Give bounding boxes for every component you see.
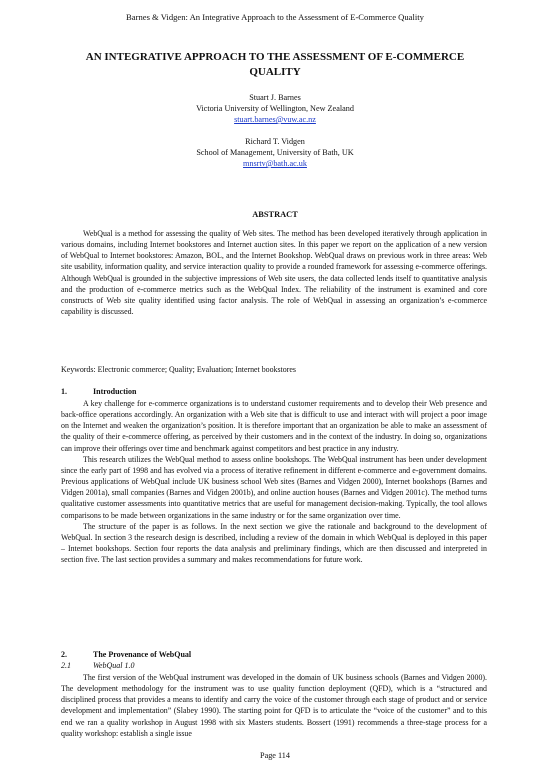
author-block [0, 136, 550, 169]
subsection-heading [61, 661, 134, 670]
subsection-title: WebQual 1.0 [93, 661, 135, 670]
paragraph: The first version of the WebQual instrument was developed in the domain of UK business schools (Barnes and Vidgen 2000). The development methodology for the instrument was to use quality function deployment (QFD), which is a “structured and disciplined process that provides a means to identify and carry the voice of the customer through each stage of product and or service development and implementation” (Slabey 1990). The starting point for QFD is to articulate the “voice of the customer” and to this end we ran a quality workshop in August 1998 with six Masters students. Bossert (1991) recommends a three-stage process for a quality workshop: establish a single issue [61, 673, 487, 738]
author-name: Stuart J. Barnes [249, 93, 301, 102]
author-affiliation: Victoria University of Wellington, New Zealand [196, 104, 354, 113]
section-heading [61, 387, 136, 396]
author-email-link[interactable]: stuart.barnes@vuw.ac.nz [234, 115, 316, 124]
abstract-text: WebQual is a method for assessing the quality of Web sites. The method has been developed iteratively through application in various domains, including Internet bookstores and Internet auction sites. In this paper we report on the application of a new version of WebQual to Internet bookstores: Amazon, BOL, and the Internet Bookshop. WebQual draws on previous work in three areas: Web site usability, information quality, and service interaction quality to provide a rounded framework for assessing e-commerce offerings. Although WebQual is grounded in the subjective impressions of Web site users, the data collected lends itself to quantitative analysis and the production of e-commerce metrics such as the WebQual Index. The reliability of the instrument is examined and core constructs of Web site quality identified using factor analysis. The role of WebQual in assessing an organization’s e-commerce capability is discussed. [61, 229, 487, 317]
paragraph: A key challenge for e-commerce organizations is to understand customer requirements and to develop their Web presence and back-office operations accordingly. An organization with a Web site that is difficult to use and interact with will project a poor image on the Internet and weaken the organization’s position. It is therefore important that an organization be able to make an assessment of the quality of their e-commerce offering, as perceived by their customers and in the context of the industry. In doing so, organizations can improve their offerings over time and benchmark against competitors and best practice in any industry. [61, 399, 487, 453]
section-title: The Provenance of WebQual [93, 650, 192, 659]
page-number: Page 114 [260, 751, 290, 760]
author-email-link[interactable]: mnsrtv@bath.ac.uk [243, 159, 307, 168]
section-heading [61, 650, 191, 659]
author-name: Richard T. Vidgen [245, 137, 305, 146]
section-body [61, 398, 487, 565]
paragraph: The structure of the paper is as follows. In the next section we give the rationale and background to the development of WebQual. In section 3 the research design is described, including a review of the domain in which WebQual is deployed in this paper – Internet bookshops. Section four reports the data analysis and preliminary findings, which are then discussed and interpreted in section five. The last section provides a summary and makes recommendations for future work. [61, 521, 487, 565]
running-header: Barnes & Vidgen: An Integrative Approach to the Assessment of E-Commerce Quality [126, 12, 424, 22]
section-number: 1. [61, 387, 67, 396]
subsection-number: 2.1 [61, 661, 71, 670]
paper-title: AN INTEGRATIVE APPROACH TO THE ASSESSMENT OF E-COMMERCE QUALITY [85, 51, 465, 78]
author-affiliation: School of Management, University of Bath, UK [196, 148, 354, 157]
section-title: Introduction [93, 387, 137, 396]
paragraph: This research utilizes the WebQual method to assess online bookshops. The WebQual instrument has been under development since the early part of 1998 and has evolved via a process of iterative refinement in different e-commerce and e-government domains. Previous applications of WebQual include UK business school Web sites (Barnes and Vidgen 2000), Internet bookshops (Barnes and Vidgen 2001a), small companies (Barnes and Vidgen 2001b), and online auction houses (Barnes and Vidgen 2001c). The method turns qualitative customer assessments into quantitative metrics that are useful for management decision-making. Typically, the tool allows comparisons to be made between organizations in the same industry or for the same organization over time. [61, 454, 487, 520]
section-number: 2. [61, 650, 67, 659]
keywords: Keywords: Electronic commerce; Quality; Evaluation; Internet bookstores [61, 365, 296, 374]
abstract-heading: ABSTRACT [252, 210, 298, 219]
author-list [0, 92, 550, 180]
author-block [0, 92, 550, 125]
